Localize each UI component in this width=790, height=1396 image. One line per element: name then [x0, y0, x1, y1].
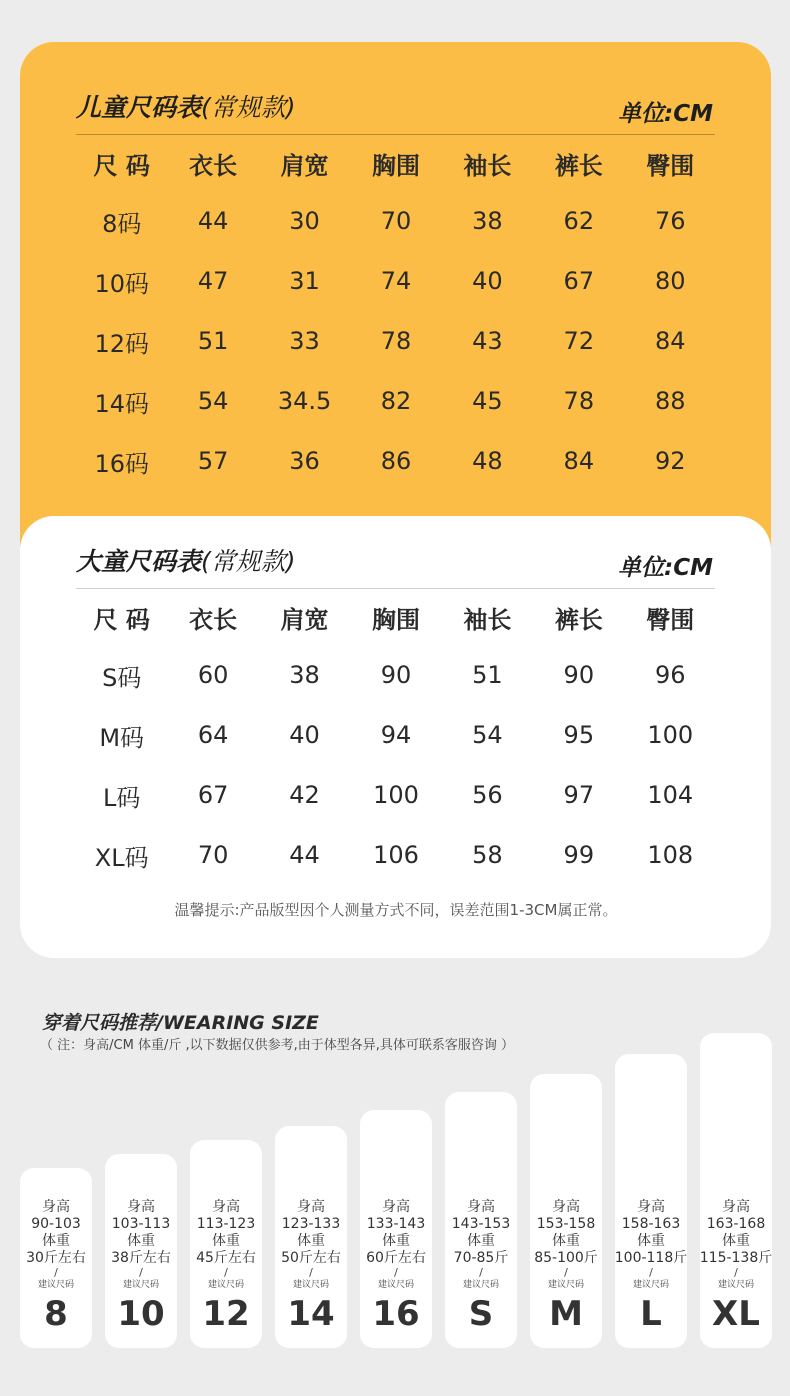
table-cell: 67 — [197, 781, 229, 809]
suggest-size-label: 建议尺码 — [632, 1280, 669, 1290]
slash-divider: / — [734, 1266, 738, 1279]
slash-divider: / — [309, 1266, 313, 1279]
col-header: 臀围 — [646, 151, 695, 180]
recommend-title: 穿着尺码推荐/WEARING SIZE — [42, 1012, 319, 1034]
big-size-card — [20, 516, 771, 958]
height-label: 身高 — [297, 1199, 325, 1215]
height-label: 身高 — [467, 1199, 495, 1215]
table-cell: 90 — [563, 661, 595, 689]
table-cell: 60 — [197, 661, 229, 689]
table-cell: 8码 — [102, 209, 142, 238]
height-label: 身高 — [127, 1199, 155, 1215]
kids-table-header-row — [76, 135, 716, 191]
table-cell: 78 — [563, 387, 595, 415]
table-row — [76, 825, 716, 885]
col-header: 肩宽 — [280, 151, 329, 180]
suggest-size-label: 建议尺码 — [207, 1280, 244, 1290]
weight-range: 115-138斤 — [699, 1250, 773, 1266]
table-cell: 88 — [654, 387, 686, 415]
table-cell: 106 — [373, 841, 419, 869]
table-row — [76, 251, 716, 311]
suggest-size-label: 建议尺码 — [462, 1280, 499, 1290]
height-range: 163-168 — [706, 1216, 766, 1232]
table-cell: 84 — [563, 447, 595, 475]
big-table-header-row — [76, 589, 716, 645]
table-cell: 90 — [380, 661, 412, 689]
kids-size-table — [76, 135, 716, 491]
recommended-size: S — [468, 1294, 494, 1334]
table-cell: 14码 — [94, 389, 149, 418]
table-cell: 92 — [654, 447, 686, 475]
table-row — [76, 371, 716, 431]
weight-range: 100-118斤 — [614, 1250, 688, 1266]
height-label: 身高 — [42, 1199, 70, 1215]
table-cell: 57 — [197, 447, 229, 475]
height-range: 143-153 — [451, 1216, 511, 1232]
table-row — [76, 765, 716, 825]
table-cell: 54 — [472, 721, 503, 749]
recommended-size: 10 — [117, 1294, 165, 1334]
kids-title-main: 儿童尺码表 — [76, 93, 202, 122]
table-cell: 31 — [289, 267, 320, 295]
height-range: 123-133 — [281, 1216, 341, 1232]
weight-label: 体重 — [297, 1233, 325, 1249]
table-cell: 47 — [197, 267, 229, 295]
slash-divider: / — [139, 1266, 143, 1279]
table-cell: 44 — [289, 841, 320, 869]
height-range: 90-103 — [31, 1216, 81, 1232]
size-recommend-column — [445, 1092, 517, 1348]
recommended-size: M — [549, 1294, 583, 1334]
table-cell: 97 — [563, 781, 595, 809]
measurement-tip: 温馨提示:产品版型因个人测量方式不同，误差范围1-3CM属正常。 — [174, 901, 618, 919]
recommend-note: （ 注：身高/CM 体重/斤 ,以下数据仅供参考,由于体型各异,具体可联系客服咨询 ） — [40, 1038, 514, 1053]
weight-label: 体重 — [467, 1233, 495, 1249]
table-cell: L码 — [103, 783, 141, 812]
table-cell: 94 — [380, 721, 412, 749]
table-cell: 62 — [563, 207, 595, 235]
weight-label: 体重 — [382, 1233, 410, 1249]
table-cell: 95 — [563, 721, 595, 749]
table-cell: 10码 — [94, 269, 149, 298]
big-size-table — [76, 589, 716, 885]
height-range: 153-158 — [536, 1216, 596, 1232]
table-cell: 82 — [380, 387, 412, 415]
table-cell: 78 — [380, 327, 412, 355]
height-label: 身高 — [637, 1199, 665, 1215]
table-cell: 40 — [472, 267, 503, 295]
weight-range: 45斤左右 — [196, 1250, 256, 1266]
big-card-header — [76, 522, 715, 589]
col-header: 胸围 — [371, 151, 420, 180]
table-cell: 76 — [654, 207, 686, 235]
table-cell: 67 — [563, 267, 595, 295]
table-cell: 100 — [373, 781, 419, 809]
table-cell: 44 — [197, 207, 229, 235]
weight-label: 体重 — [637, 1233, 665, 1249]
table-cell: 80 — [654, 267, 686, 295]
weight-range: 50斤左右 — [281, 1250, 341, 1266]
height-label: 身高 — [722, 1199, 750, 1215]
weight-label: 体重 — [42, 1233, 70, 1249]
col-header: 衣长 — [189, 151, 238, 180]
height-label: 身高 — [552, 1199, 580, 1215]
table-cell: 51 — [472, 661, 503, 689]
table-cell: 56 — [472, 781, 503, 809]
kids-card-title — [76, 88, 296, 124]
recommended-size: 12 — [202, 1294, 250, 1334]
table-row — [76, 431, 716, 491]
size-recommend-column — [190, 1140, 262, 1348]
table-cell: 38 — [472, 207, 503, 235]
recommended-size: 16 — [372, 1294, 420, 1334]
weight-range: 85-100斤 — [534, 1250, 598, 1266]
col-header: 肩宽 — [280, 605, 329, 634]
recommended-size: XL — [712, 1294, 760, 1334]
suggest-size-label: 建议尺码 — [37, 1280, 74, 1290]
table-row — [76, 191, 716, 251]
table-cell: 84 — [654, 327, 686, 355]
suggest-size-label: 建议尺码 — [377, 1280, 414, 1290]
table-cell: 104 — [647, 781, 694, 809]
col-header: 裤长 — [554, 151, 603, 180]
height-label: 身高 — [212, 1199, 240, 1215]
table-cell: 86 — [380, 447, 412, 475]
table-cell: 45 — [472, 387, 503, 415]
table-cell: 36 — [289, 447, 320, 475]
table-cell: 54 — [197, 387, 229, 415]
table-cell: 74 — [380, 267, 412, 295]
col-header: 尺 码 — [93, 605, 150, 634]
table-cell: 40 — [289, 721, 320, 749]
size-recommend-column — [530, 1074, 602, 1348]
table-cell: 99 — [563, 841, 595, 869]
table-cell: 38 — [289, 661, 320, 689]
table-cell: 108 — [647, 841, 694, 869]
table-cell: 70 — [197, 841, 229, 869]
big-card-title — [76, 542, 296, 578]
kids-title-sub: (常规款) — [201, 93, 296, 122]
table-cell: 72 — [563, 327, 595, 355]
table-cell: S码 — [102, 663, 142, 692]
col-header: 胸围 — [371, 605, 420, 634]
weight-label: 体重 — [127, 1233, 155, 1249]
table-cell: M码 — [99, 723, 145, 752]
weight-range: 70-85斤 — [453, 1250, 509, 1266]
height-range: 103-113 — [111, 1216, 171, 1232]
big-unit-label: 单位:CM — [618, 555, 713, 581]
table-cell: 58 — [472, 841, 503, 869]
table-cell: 64 — [197, 721, 229, 749]
size-recommend-column — [105, 1154, 177, 1348]
weight-range: 30斤左右 — [26, 1250, 86, 1266]
table-cell: XL码 — [94, 843, 149, 872]
col-header: 裤长 — [554, 605, 603, 634]
big-title-main: 大童尺码表 — [76, 547, 202, 576]
col-header: 臀围 — [646, 605, 695, 634]
recommended-size: L — [640, 1294, 662, 1334]
table-row — [76, 705, 716, 765]
table-cell: 70 — [380, 207, 412, 235]
size-recommend-column — [700, 1033, 772, 1348]
slash-divider: / — [479, 1266, 483, 1279]
weight-range: 38斤左右 — [111, 1250, 171, 1266]
recommended-size: 14 — [287, 1294, 335, 1334]
suggest-size-label: 建议尺码 — [292, 1280, 329, 1290]
size-recommend-column — [615, 1054, 687, 1348]
slash-divider: / — [54, 1266, 58, 1279]
col-header: 袖长 — [463, 605, 512, 634]
big-title-sub: (常规款) — [201, 547, 296, 576]
table-row — [76, 311, 716, 371]
table-cell: 30 — [289, 207, 320, 235]
table-cell: 96 — [654, 661, 686, 689]
suggest-size-label: 建议尺码 — [717, 1280, 754, 1290]
table-cell: 34.5 — [277, 387, 332, 415]
kids-unit-label: 单位:CM — [618, 101, 713, 127]
recommended-size: 8 — [44, 1294, 68, 1334]
slash-divider: / — [564, 1266, 568, 1279]
col-header: 袖长 — [463, 151, 512, 180]
table-cell: 100 — [647, 721, 694, 749]
weight-label: 体重 — [212, 1233, 240, 1249]
slash-divider: / — [394, 1266, 398, 1279]
weight-label: 体重 — [722, 1233, 750, 1249]
table-cell: 48 — [472, 447, 503, 475]
suggest-size-label: 建议尺码 — [122, 1280, 159, 1290]
table-cell: 33 — [289, 327, 320, 355]
weight-range: 60斤左右 — [366, 1250, 426, 1266]
table-cell: 12码 — [94, 329, 149, 358]
height-range: 158-163 — [621, 1216, 681, 1232]
slash-divider: / — [224, 1266, 228, 1279]
table-cell: 51 — [197, 327, 229, 355]
size-recommend-column — [360, 1110, 432, 1348]
weight-label: 体重 — [552, 1233, 580, 1249]
height-label: 身高 — [382, 1199, 410, 1215]
size-recommend-column — [275, 1126, 347, 1348]
table-row — [76, 645, 716, 705]
height-range: 113-123 — [196, 1216, 256, 1232]
kids-card-header — [76, 68, 715, 135]
suggest-size-label: 建议尺码 — [547, 1280, 584, 1290]
table-cell: 16码 — [94, 449, 149, 478]
table-cell: 42 — [289, 781, 320, 809]
col-header: 衣长 — [189, 605, 238, 634]
table-cell: 43 — [472, 327, 503, 355]
height-range: 133-143 — [366, 1216, 426, 1232]
size-recommend-column — [20, 1168, 92, 1348]
slash-divider: / — [649, 1266, 653, 1279]
col-header: 尺 码 — [93, 151, 150, 180]
